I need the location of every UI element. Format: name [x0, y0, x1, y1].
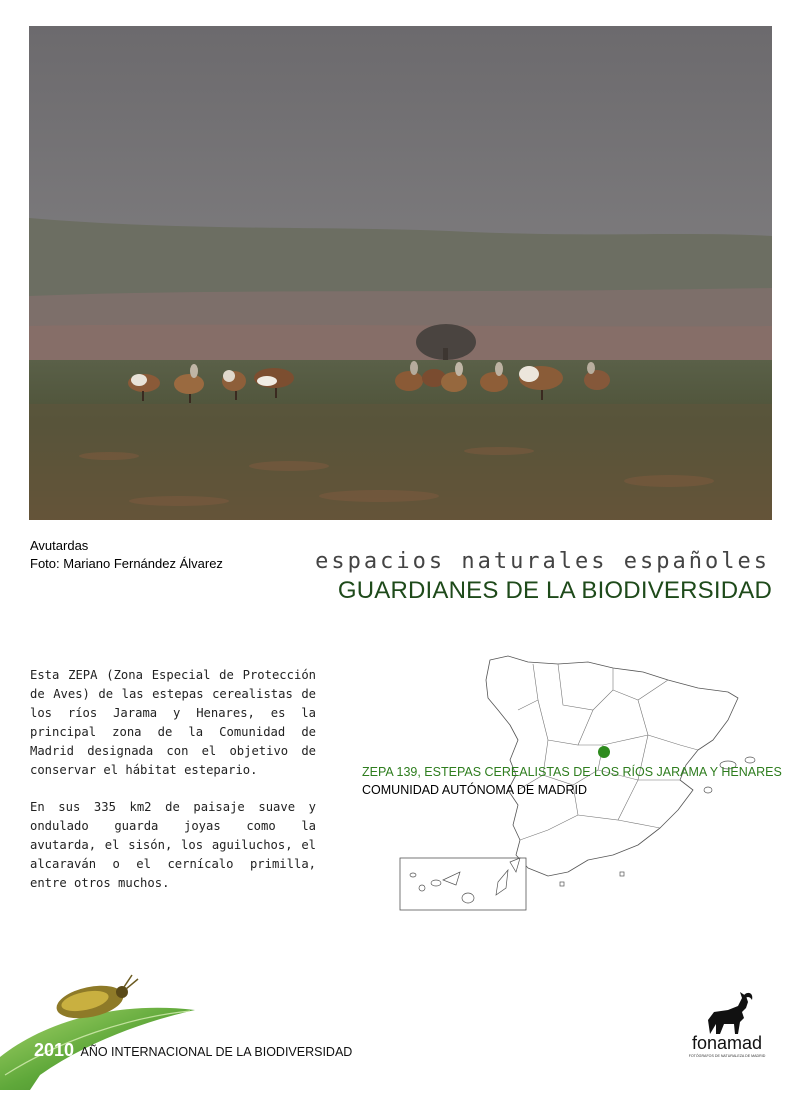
logo-text: fonamad — [691, 1033, 763, 1053]
series-title: espacios naturales españoles — [315, 549, 770, 574]
footer-year-text: AÑO INTERNACIONAL DE LA BIODIVERSIDAD — [80, 1045, 353, 1059]
ibex-icon — [708, 992, 752, 1034]
photo-caption — [30, 537, 223, 573]
description-paragraph-1: Esta ZEPA (Zona Especial de Protección de Aves) de las estepas cerealistas de los ríos Jarama y Henares, es la principal zona de la Comunidad de Madrid designada con el objetivo de conservar el hábitat estepario. — [30, 668, 316, 777]
logo-subtext: FOTÓGRAFOS DE NATURALEZA DE MADRID — [688, 1054, 766, 1058]
zepa-location-marker — [598, 746, 610, 758]
description-paragraph-2: En sus 335 km2 de paisaje suave y ondulado guarda joyas como la avutarda, el sisón, los aguiluchos, el alcaraván o el cernícalo primilla, entre otros muchos. — [30, 800, 316, 890]
canary-islands-inset — [400, 858, 526, 910]
main-title: GUARDIANES DE LA BIODIVERSIDAD — [337, 577, 772, 604]
footer-year: 2010 — [34, 1040, 75, 1060]
caption-species: Avutardas — [30, 538, 89, 553]
description — [30, 666, 316, 911]
zepa-region: COMUNIDAD AUTÓNOMA DE MADRID — [362, 783, 588, 797]
leaf-beetle-illustration — [0, 965, 200, 1090]
bustard-photo — [29, 26, 772, 520]
fonamad-logo — [680, 990, 775, 1060]
spain-map — [398, 650, 772, 912]
footer-banner — [34, 1040, 352, 1061]
caption-credit: Foto: Mariano Fernández Álvarez — [30, 556, 223, 571]
zepa-name: ZEPA 139, ESTEPAS CEREALISTAS DE LOS RÍOS JARAMA Y HENARES — [362, 765, 782, 779]
